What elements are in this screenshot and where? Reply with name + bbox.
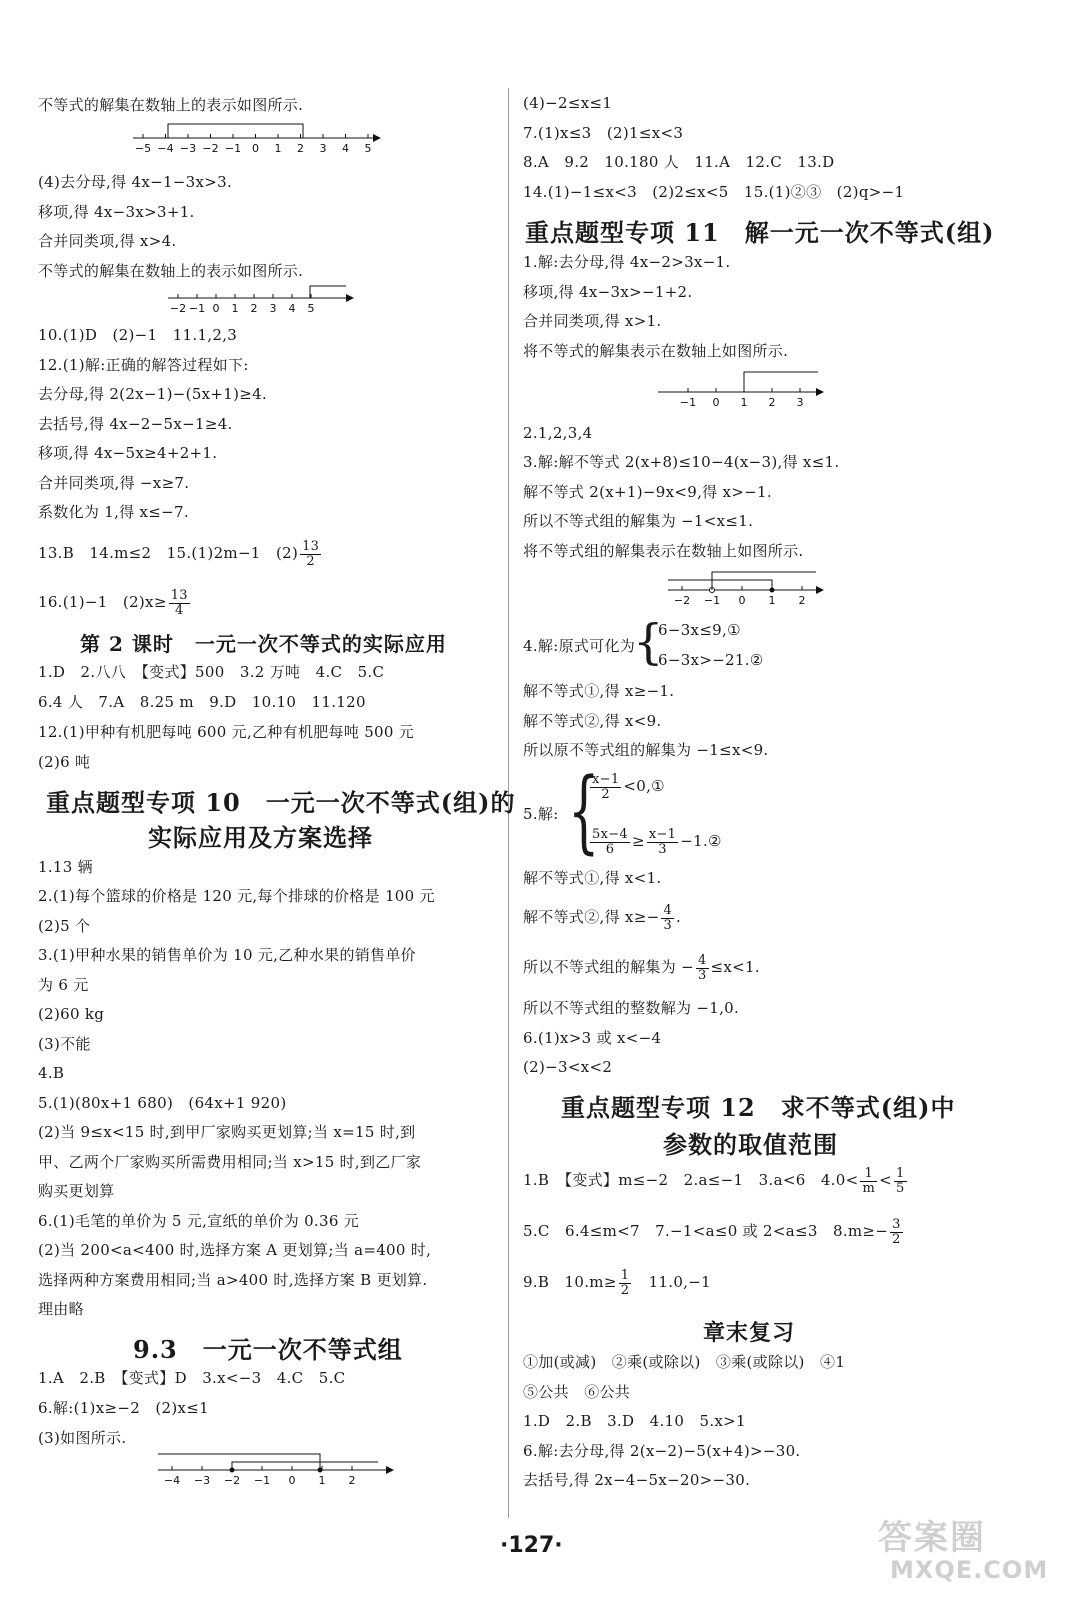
text-line: 10.(1)D (2)−1 11.1,2,3	[38, 326, 238, 344]
tick-label: 5	[364, 142, 372, 155]
text-line: 14.(1)−1≤x<3 (2)2≤x<5 15.(1)②③ (2)q>−1	[523, 183, 905, 201]
fraction-denominator: 3	[697, 967, 707, 983]
tick-label: 2	[297, 142, 304, 155]
text-line: 1.D 2.八八 【变式】500 3.2 万吨 4.C 5.C	[38, 663, 385, 681]
text-line: 2.1,2,3,4	[523, 424, 593, 442]
text-line: (2)5 个	[38, 917, 91, 935]
tick-label: 2	[798, 594, 806, 607]
section-heading: 重点题型专项 10 一元一次不等式(组)的	[46, 788, 516, 817]
tick-label: 1	[768, 594, 776, 607]
text-line: 3.解:解不等式 2(x+8)≤10−4(x−3),得 x≤1.	[523, 453, 840, 471]
fraction-denominator: 3	[658, 841, 667, 857]
text-line-fraction	[38, 585, 192, 619]
text-line-fraction	[588, 823, 722, 859]
tick-label: 4	[288, 302, 296, 315]
tick-label: −1	[188, 302, 206, 315]
section-heading: 重点题型专项 12 求不等式(组)中	[561, 1093, 956, 1122]
text-line: 12.(1)解:正确的解答过程如下:	[38, 356, 249, 374]
text-line: 6.4 人 7.A 8.25 m 9.D 10.10 11.120	[38, 693, 366, 711]
text-line: 将不等式组的解集表示在数轴上如图所示.	[523, 542, 804, 560]
text-line: 1.D 2.B 3.D 4.10 5.x>1	[523, 1412, 746, 1430]
text-fragment: 解不等式②,得 x≥−	[523, 908, 660, 926]
fraction	[169, 589, 190, 618]
section-heading: 参数的取值范围	[663, 1130, 838, 1159]
text-line: 4.B	[38, 1064, 65, 1082]
fraction	[647, 828, 678, 857]
text-line: ①加(或减) ②乘(或除以) ③乘(或除以) ④1	[523, 1353, 846, 1371]
tick-label: 1	[231, 302, 239, 315]
fraction-denominator: 2	[620, 1282, 630, 1298]
text-line: 6.(1)x>3 或 x<−4	[523, 1029, 662, 1047]
brace: {	[633, 614, 664, 670]
text-line: (2)当 9≤x<15 时,到甲厂家购买更划算;当 x=15 时,到	[38, 1123, 416, 1141]
tick-label: 1	[318, 1474, 326, 1487]
text-line: 3.(1)甲种水果的销售单价为 10 元,乙种水果的销售单价	[38, 946, 416, 964]
watermark-logo	[870, 1510, 1060, 1595]
text-line: (2)当 200<a<400 时,选择方案 A 更划算;当 a=400 时,	[38, 1241, 432, 1259]
text-line: (2)−3<x<2	[523, 1058, 613, 1076]
fraction-numerator: 5x−4	[592, 826, 628, 842]
tick-label: 1	[274, 142, 282, 155]
text-line: 为 6 元	[38, 976, 89, 994]
text-line: 解不等式 2(x+1)−9x<9,得 x>−1.	[523, 483, 772, 501]
text-fragment: <	[879, 1171, 892, 1189]
text-line: 不等式的解集在数轴上的表示如图所示.	[38, 96, 304, 114]
text-line: 1.A 2.B 【变式】D 3.x<−3 4.C 5.C	[38, 1369, 346, 1387]
text-fragment: <0,①	[623, 777, 665, 795]
tick-label: 2	[768, 396, 776, 409]
tick-label: 0	[288, 1474, 296, 1487]
text-line: 去括号,得 4x−2−5x−1≥4.	[38, 415, 233, 433]
text-line-fraction	[523, 1214, 905, 1248]
fraction	[300, 540, 321, 569]
tick-label: −2	[223, 1474, 241, 1487]
section-heading: 9.3 一元一次不等式组	[133, 1335, 403, 1364]
text-line: 7.(1)x≤3 (2)1≤x<3	[523, 124, 684, 142]
text-line: 理由略	[38, 1300, 84, 1318]
text-line-fraction	[588, 768, 665, 804]
fraction-denominator: 2	[601, 786, 610, 802]
text-line: 移项,得 4x−5x≥4+2+1.	[38, 444, 218, 462]
tick-label: 1	[740, 396, 748, 409]
text-line: 将不等式的解集表示在数轴上如图所示.	[523, 342, 789, 360]
text-line-fraction	[38, 536, 323, 570]
tick-label: −3	[193, 1474, 211, 1487]
text-line: 去括号,得 2x−4−5x−20>−30.	[523, 1471, 751, 1489]
fraction-numerator: 13	[170, 587, 188, 603]
fraction-numerator: 4	[697, 952, 707, 968]
text-line: 去分母,得 2(2x−1)−(5x+1)≥4.	[38, 385, 268, 403]
text-fragment: 5.C 6.4≤m<7 7.−1<a≤0 或 2<a≤3 8.m≥−	[523, 1222, 889, 1240]
text-line: 6.解:去分母,得 2(x−2)−5(x+4)>−30.	[523, 1442, 801, 1460]
tick-label: −3	[179, 142, 197, 155]
tick-label: 3	[796, 396, 804, 409]
text-line: (3)不能	[38, 1035, 91, 1053]
tick-label: 0	[738, 594, 746, 607]
text-line: 解不等式①,得 x<1.	[523, 869, 662, 887]
tick-label: 3	[319, 142, 327, 155]
text-line: ⑤公共 ⑥公共	[523, 1383, 631, 1401]
text-line-fraction	[523, 1163, 909, 1197]
tick-label: −4	[163, 1474, 181, 1487]
fraction-numerator: 1	[895, 1165, 905, 1181]
text-fragment: 9.B 10.m≥	[523, 1273, 617, 1291]
text-fragment: ≤x<1.	[710, 958, 760, 976]
fraction-numerator: 1	[860, 1167, 877, 1182]
text-line: 解不等式②,得 x<9.	[523, 712, 662, 730]
text-fragment: 13.B 14.m≤2 15.(1)2m−1 (2)	[38, 544, 299, 562]
tick-label: −2	[169, 302, 187, 315]
text-line: 6−3x>−21.②	[658, 651, 764, 669]
text-fragment: 11.0,−1	[633, 1273, 711, 1291]
fraction-denominator: 3	[663, 917, 673, 933]
text-line: 4.解:原式可化为	[523, 637, 636, 655]
text-line: 解不等式①,得 x≥−1.	[523, 682, 675, 700]
text-fragment: 1.B 【变式】m≤−2 2.a≤−1 3.a<6 4.0<	[523, 1171, 859, 1189]
fraction-denominator: 2	[306, 553, 315, 569]
text-line: 合并同类项,得 −x≥7.	[38, 474, 190, 492]
fraction-denominator: 4	[174, 602, 184, 618]
tick-label: −5	[134, 142, 152, 155]
section-heading: 第 2 课时 一元一次不等式的实际应用	[80, 632, 447, 656]
text-line: (2)6 吨	[38, 753, 91, 771]
section-heading: 重点题型专项 11 解一元一次不等式(组)	[525, 218, 995, 247]
text-fragment: −1.②	[680, 832, 722, 850]
tick-label: −1	[253, 1474, 271, 1487]
text-line: 甲、乙两个厂家购买所需费用相同;当 x>15 时,到乙厂家	[38, 1153, 422, 1171]
text-line: (3)如图所示.	[38, 1429, 127, 1447]
number-line-4	[668, 562, 828, 616]
tick-label: −1	[224, 142, 242, 155]
fraction-numerator: x−1	[592, 771, 620, 787]
fraction	[661, 904, 674, 933]
tick-label: 3	[269, 302, 277, 315]
text-fragment: ≥	[631, 832, 645, 850]
number-line-3	[658, 362, 828, 416]
tick-label: −1	[703, 594, 721, 607]
fraction	[619, 1269, 632, 1298]
text-line: 6.(1)毛笔的单价为 5 元,宣纸的单价为 0.36 元	[38, 1212, 360, 1230]
fraction-numerator: 13	[302, 538, 320, 554]
tick-label: 2	[348, 1474, 356, 1487]
tick-label: 4	[342, 142, 349, 155]
text-line: 2.(1)每个篮球的价格是 120 元,每个排球的价格是 100 元	[38, 887, 435, 905]
text-line: 8.A 9.2 10.180 人 11.A 12.C 13.D	[523, 153, 835, 171]
brace: {	[568, 759, 600, 864]
text-line: 系数化为 1,得 x≤−7.	[38, 503, 189, 521]
text-line: 5.解:	[523, 805, 559, 823]
text-line-fraction	[523, 1265, 711, 1299]
number-line-1	[133, 118, 383, 168]
fraction-denominator: 5	[895, 1180, 905, 1196]
text-fragment: 16.(1)−1 (2)x≥	[38, 593, 167, 611]
tick-label: −1	[679, 396, 697, 409]
watermark-text: 答案圈	[878, 1518, 986, 1558]
page-number: ·127·	[500, 1533, 563, 1558]
text-line: 移项,得 4x−3x>3+1.	[38, 203, 195, 221]
watermark-url: MXQE.COM	[890, 1556, 1049, 1584]
fraction-denominator: 2	[892, 1231, 901, 1247]
fraction-denominator: 6	[605, 841, 615, 857]
tick-label: 0	[252, 142, 259, 155]
text-line: 1.13 辆	[38, 858, 93, 876]
fraction	[860, 1167, 877, 1196]
text-line-fraction	[523, 900, 681, 934]
text-line: (4)去分母,得 4x−1−3x>3.	[38, 173, 233, 191]
text-line: 所以原不等式组的解集为 −1≤x<9.	[523, 741, 769, 759]
number-line-2	[168, 282, 358, 326]
fraction-numerator: 4	[663, 902, 673, 918]
text-line: 合并同类项,得 x>4.	[38, 232, 177, 250]
tick-label: −2	[673, 594, 691, 607]
text-line: 12.(1)甲种有机肥每吨 600 元,乙种有机肥每吨 500 元	[38, 723, 415, 741]
fraction-denominator: m	[862, 1180, 876, 1196]
fraction-numerator: 3	[892, 1216, 901, 1232]
tick-label: 5	[307, 302, 315, 315]
fraction	[590, 828, 630, 857]
fraction	[894, 1167, 907, 1196]
text-line: 不等式的解集在数轴上的表示如图所示.	[38, 262, 304, 280]
text-line: 购买更划算	[38, 1182, 115, 1200]
text-line-fraction	[523, 950, 760, 984]
text-line: (4)−2≤x≤1	[523, 94, 613, 112]
text-line: 6−3x≤9,①	[658, 621, 741, 639]
tick-label: 2	[250, 302, 258, 315]
fraction	[590, 773, 621, 802]
fraction	[890, 1218, 903, 1247]
tick-label: −4	[157, 142, 174, 155]
text-line: 所以不等式组的解集为 −1<x≤1.	[523, 512, 754, 530]
section-heading: 章末复习	[703, 1320, 796, 1346]
tick-label: −2	[202, 142, 219, 155]
text-line: 1.解:去分母,得 4x−2>3x−1.	[523, 253, 731, 271]
text-line: (2)60 kg	[38, 1005, 105, 1023]
text-fragment: .	[676, 908, 682, 926]
text-line: 选择两种方案费用相同;当 a>400 时,选择方案 B 更划算.	[38, 1271, 428, 1289]
text-fragment: 所以不等式组的解集为 −	[523, 958, 694, 976]
text-line: 5.(1)(80x+1 680) (64x+1 920)	[38, 1094, 287, 1112]
text-line: 6.解:(1)x≥−2 (2)x≤1	[38, 1399, 209, 1417]
text-line: 所以不等式组的整数解为 −1,0.	[523, 999, 740, 1017]
tick-label: 0	[212, 302, 220, 315]
text-line: 合并同类项,得 x>1.	[523, 312, 662, 330]
fraction-numerator: 1	[620, 1267, 630, 1283]
fraction-numerator: x−1	[648, 826, 677, 842]
tick-label: 0	[712, 396, 720, 409]
number-line-5	[158, 1448, 398, 1496]
fraction	[696, 954, 709, 983]
text-line: 移项,得 4x−3x>−1+2.	[523, 283, 693, 301]
section-heading: 实际应用及方案选择	[148, 823, 373, 852]
